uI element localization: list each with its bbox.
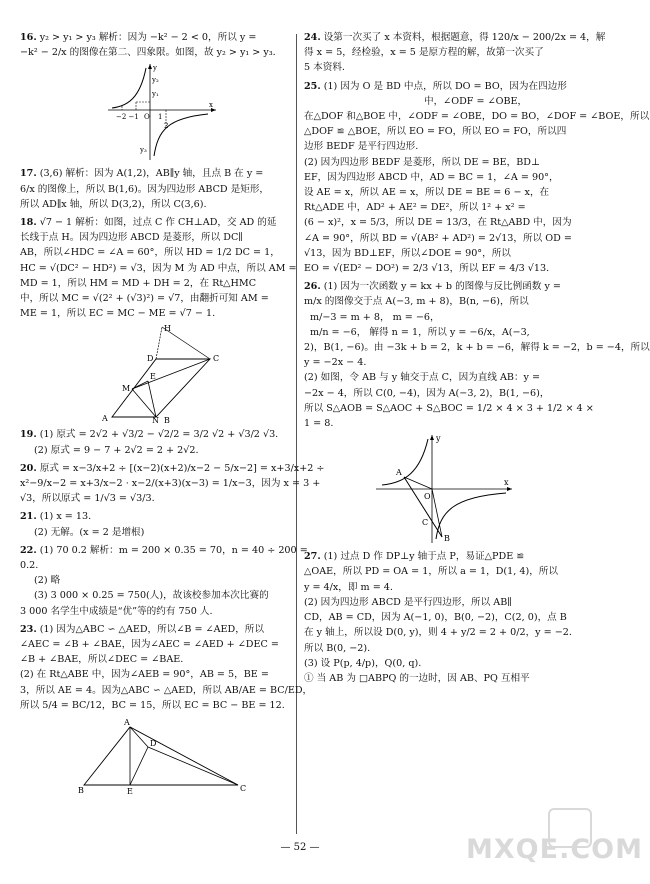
problem-number: 16.	[20, 32, 37, 43]
answer-line: 所以 S△AOB = S△AOC + S△BOC = 1/2 × 4 × 3 + 1/2 × 4 ×	[304, 402, 594, 414]
answer-line: y = −2x − 4.	[304, 357, 367, 369]
answer-line: (2) 因为四边形 BEDF 是菱形，所以 DE = BE，BD⊥	[304, 156, 540, 168]
label-y1: y₁	[152, 90, 159, 99]
problem-number: 23.	[20, 623, 37, 635]
rhombus-figure-18	[98, 323, 288, 426]
problem-number: 25.	[304, 80, 321, 92]
tick-label-2: 2	[164, 122, 169, 131]
answer-text: (1) 过点 D 作 DP⊥y 轴于点 P，易证△PDE ≌	[323, 551, 525, 563]
answer-line: 在 y 轴上，所以设 D(0, y)，则 4 + y/2 = 2 + 0/2，y = −2.	[304, 627, 572, 639]
answer-line	[20, 461, 325, 476]
point-E: E	[150, 372, 156, 382]
problem-16	[20, 30, 288, 162]
answer-line	[20, 509, 288, 524]
watermark-logo	[466, 808, 643, 880]
axis-y-label: y	[436, 434, 441, 444]
page-number: — 52 —	[280, 842, 320, 853]
point-B: B	[444, 534, 450, 544]
answer-line: ME = 1，所以 EC = MC − ME = √7 − 1.	[20, 308, 216, 320]
problem-number: 26.	[304, 281, 321, 293]
answer-line	[20, 622, 288, 637]
answer-line: EO = √(ED² − DO²) = 2/3 √13，所以 EF = 4/3 √13.	[304, 263, 550, 275]
answer-line: (2) 无解。(x = 2 是增根)	[34, 526, 145, 538]
answer-line: m/−3 = m + 8， m = −6，	[310, 311, 440, 323]
axis-x-label: x	[209, 101, 213, 110]
answer-line: 得 x = 5，经检验，x = 5 是原方程的解，故第一次买了	[304, 47, 544, 59]
answer-line: HC = √(DC² − HD²) = √3，因为 M 为 AD 中点，所以 AM =	[20, 262, 297, 274]
point-M: M	[122, 384, 131, 394]
answer-text: (1) x = 13.	[39, 511, 92, 523]
answer-line: (2) 原式 = 9 − 7 + 2√2 = 2 + 2√2.	[34, 444, 199, 456]
problem-17	[20, 166, 288, 212]
answer-line: √13，因为 BD⊥EF，所以∠DOE = 90°，所以	[304, 247, 511, 259]
answer-line	[304, 279, 582, 294]
problem-26	[304, 279, 650, 545]
answer-line: (6 − x)²，x = 5/3，所以 DE = 13/3，在 Rt△ABD 中，因为	[304, 217, 572, 229]
answer-line: △DOF ≌ △BOE，所以 EO = FO，所以 EO = FO，所以四	[304, 126, 567, 138]
answer-line: (3) 3 000 × 0.25 = 750(人)，故该校参加本次比赛的	[34, 590, 269, 602]
answer-line	[20, 543, 308, 558]
answer-line: 设 AE = x，所以 AE = x，所以 DE = BE = 6 − x，在	[304, 187, 550, 199]
problem-number: 20.	[20, 462, 37, 474]
answer-line: 3，所以 AE = 4。因为△ABC ∽ △AED，所以 AB/AE = BC/ED，	[20, 684, 313, 696]
problem-21	[20, 509, 288, 539]
answer-line: 边形 BEDF 是平行四边形.	[304, 141, 419, 153]
answer-line: ∠A = 90°，所以 BD = √(AB² + AD²) = 2√13，所以 OD =	[304, 232, 572, 244]
answer-text: (1) 因为△ABC ∽ △AED，所以∠B = ∠AED，所以	[39, 623, 264, 635]
hyperbola-figure-16	[108, 62, 288, 162]
answer-line: −k² − 2/x 的图像在第二、四象限。如图，故 y₂ > y₁ > y₃.	[20, 47, 276, 59]
answer-line	[20, 427, 288, 442]
point-D: D	[147, 354, 154, 364]
answer-line: m/x 的图像交于点 A(−3, m + 8)，B(n, −6)，所以	[304, 296, 529, 308]
hyperbola-line-figure-26	[374, 433, 582, 545]
answer-line: 中，所以 MC = √(2² + (√3)²) = √7，由翻折可知 AM =	[20, 293, 269, 305]
answer-line: x²−9/x−2 = x+3/x−2 · x−2/(x+3)(x−3) = 1/x−3，因为 x = 3 +	[20, 478, 321, 490]
answer-line: 1 = 8.	[304, 418, 334, 430]
answer-line: MD = 1，所以 HM = MD + DH = 2，在 Rt△HMC	[20, 277, 257, 289]
problem-27	[304, 549, 582, 686]
label-y3: y₃	[140, 146, 147, 155]
answer-text: (1) 原式 = 2√2 + √3/2 − √2/2 = 3/2 √2 + √3/2 √3.	[39, 429, 279, 441]
point-N: N	[152, 416, 159, 426]
point-C: C	[240, 784, 247, 794]
problem-number: 18.	[20, 217, 37, 229]
answer-line: (2) 因为四边形 ABCD 是平行四边形，所以 AB∥	[304, 596, 512, 608]
tick-label-1: 1	[158, 113, 163, 122]
problem-18	[20, 215, 297, 426]
tick-labels-negative: −2 −1	[116, 113, 139, 122]
column-divider	[296, 34, 297, 834]
problem-number: 22.	[20, 544, 37, 556]
answer-text: (1) 因为一次函数 y = kx + b 的图像与反比例函数 y =	[323, 281, 561, 293]
right-column	[304, 30, 650, 689]
axis-x-label: x	[504, 478, 509, 488]
problem-number: 27.	[304, 551, 321, 563]
answer-text: 设第一次买了 x 本资料，根据题意，得 120/x − 200/2x = 4，解	[323, 32, 606, 43]
axis-y-label: y	[153, 64, 157, 73]
answer-line	[20, 166, 288, 181]
answer-line: 所以 5/4 = BC/12，BC = 15，所以 EC = BC − BE = 12.	[20, 699, 285, 711]
answer-line: 2)，B(1, −6)。由 −3k + b = 2，k + b = −6，解得 k = −2，b = −4，所以	[304, 342, 650, 354]
answer-text: y₂ > y₁ > y₃ 解析：因为 −k² − 2 < 0，所以 y =	[39, 32, 257, 43]
answer-text: (1) 70 0.2 解析：m = 200 × 0.35 = 70，n = 40 ÷ 200 =	[39, 544, 308, 556]
answer-line	[304, 79, 582, 94]
problem-23	[20, 622, 313, 797]
problem-number: 19.	[20, 429, 37, 441]
point-H: H	[164, 324, 171, 334]
answer-line: 5 本资料.	[304, 62, 345, 74]
answer-line: ∠AEC = ∠B + ∠BAE，因为∠AEC = ∠AED + ∠DEC =	[20, 639, 279, 651]
label-y2: y₂	[152, 76, 159, 85]
answer-line: −2x − 4，所以 C(0, −4)，因为 A(−3, 2)，B(1, −6)，	[304, 387, 550, 399]
point-A: A	[396, 468, 402, 478]
problem-22	[20, 543, 308, 619]
answer-line: EF，因为四边形 ABCD 中，AD = BC = 1，∠A = 90°，	[304, 171, 559, 183]
answer-line: 3 000 名学生中成绩是“优”等的约有 750 人.	[20, 605, 213, 617]
answer-line: ∠B + ∠BAE，所以∠DEC = ∠BAE.	[20, 654, 184, 666]
point-A: A	[102, 414, 108, 424]
answer-line: AB，所以∠HDC = ∠A = 60°，所以 HD = 1/2 DC = 1，	[20, 247, 280, 259]
answer-text: (3,6) 解析：因为 A(1,2)，AB∥y 轴，且点 B 在 y =	[39, 168, 264, 180]
problem-19	[20, 427, 288, 457]
point-C: C	[422, 518, 429, 528]
answer-line: CD，AB = CD，因为 A(−1, 0)，B(0, −2)，C(2, 0)，点 B	[304, 612, 567, 624]
answer-line: 0.2.	[20, 560, 39, 572]
problem-number: 21.	[20, 511, 37, 523]
answer-line	[20, 215, 288, 230]
point-O: O	[424, 492, 431, 502]
answer-line: 所以 AD∥x 轴，所以 D(3,2)，所以 C(3,6).	[20, 198, 207, 210]
problem-25	[304, 79, 650, 277]
answer-line: 6/x 的图像上，所以 B(1,6)。因为四边形 ABCD 是矩形，	[20, 183, 270, 195]
watermark-text: MXQE.COM	[466, 834, 643, 865]
origin-label: O	[144, 113, 150, 122]
answer-line: ① 当 AB 为 □ABPQ 的一边时，因 AB、PQ 互相平	[304, 672, 530, 684]
answer-line: △OAE，所以 PD = OA = 1，所以 a = 1，D(1, 4)，所以	[304, 566, 558, 578]
answer-line	[20, 30, 288, 45]
answer-line: (2) 略	[34, 575, 61, 587]
answer-line: m/n = −6， 解得 n = 1，所以 y = −6/x，A(−3,	[310, 326, 530, 338]
answer-line	[304, 30, 606, 45]
answer-line	[304, 549, 582, 564]
point-D: D	[150, 739, 157, 749]
point-E: E	[127, 787, 133, 797]
answer-line: 中，∠ODF = ∠OBE，	[424, 95, 528, 107]
answer-line: (2) 如图，令 AB 与 y 轴交于点 C，因为直线 AB：y =	[304, 372, 541, 384]
answer-text: 原式 = x−3/x+2 ÷ [(x−2)(x+2)/x−2 − 5/x−2] = x+3/x+2 ÷	[39, 462, 325, 474]
answer-line: (2) 在 Rt△ABE 中，因为∠AEB = 90°，AB = 5，BE =	[20, 669, 269, 681]
answer-text: (1) 因为 O 是 BD 中点，所以 DO = BO，因为在四边形	[323, 80, 567, 92]
point-C: C	[213, 354, 220, 364]
problem-20	[20, 461, 325, 507]
answer-line: (3) 设 P(p, 4/p)，Q(0, q).	[304, 657, 422, 669]
answer-line: √3，所以原式 = 1/√3 = √3/3.	[20, 493, 155, 505]
triangle-figure-23	[78, 715, 288, 795]
problem-number: 24.	[304, 32, 321, 43]
answer-line: 所以 B(0, −2).	[304, 642, 371, 654]
point-B: B	[164, 416, 170, 426]
point-B: B	[78, 786, 84, 796]
answer-text: √7 − 1 解析：如图，过点 C 作 CH⊥AD，交 AD 的延	[39, 217, 277, 229]
answer-line: 在△DOF 和△BOE 中，∠ODF = ∠OBE，DO = BO，∠DOF = ∠BOE，所以	[304, 111, 650, 123]
answer-line: y = 4/x，即 m = 4.	[304, 581, 393, 593]
answer-line: 长线于点 H。因为四边形 ABCD 是菱形，所以 DC∥	[20, 232, 243, 244]
problem-number: 17.	[20, 168, 37, 180]
answer-line: Rt△ADE 中，AD² + AE² = DE²，所以 1² + x² =	[304, 202, 526, 214]
problem-24	[304, 30, 606, 76]
point-A: A	[124, 718, 130, 728]
